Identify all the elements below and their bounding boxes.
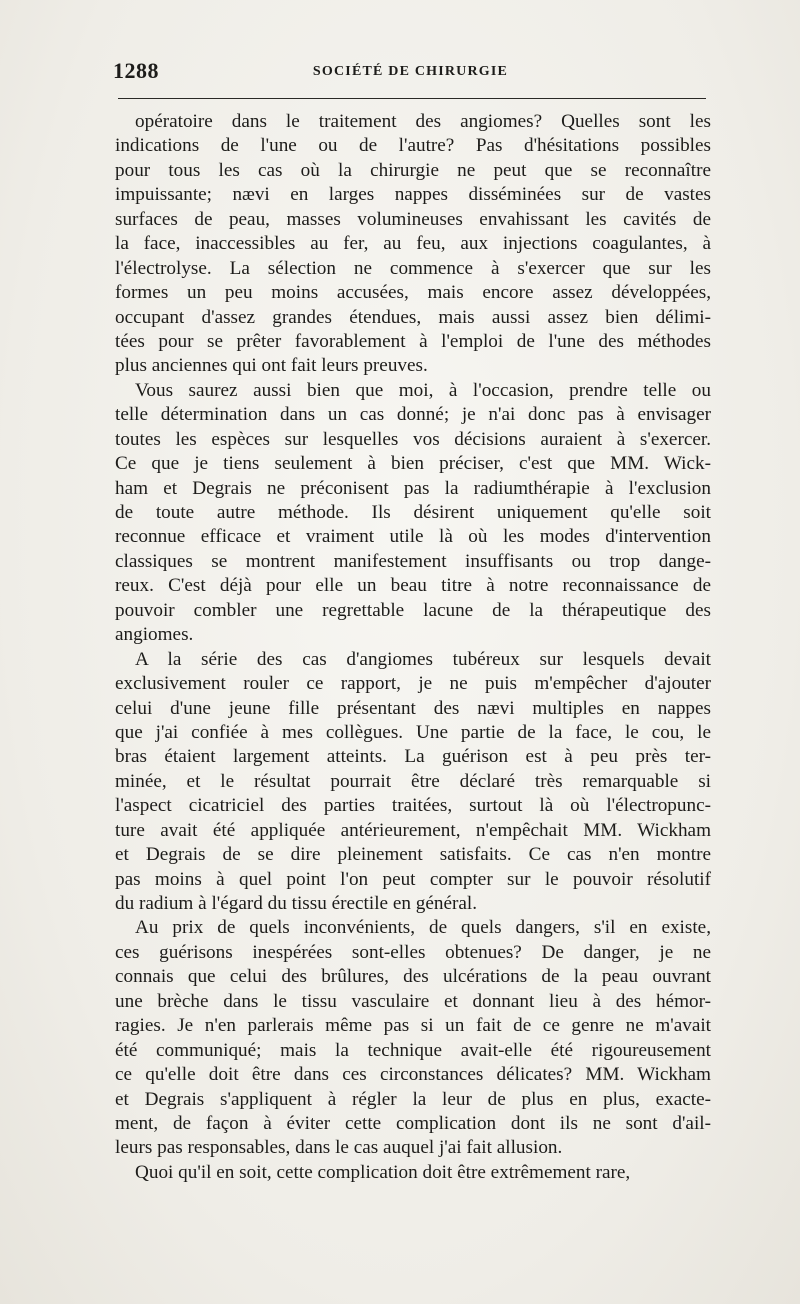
- text-line: pas moins à quel point l'on peut compter sur le pouvoir résolutif: [115, 868, 711, 890]
- text-line: tées pour se prêter favorablement à l'emploi de l'une des méthodes: [115, 330, 711, 352]
- text-line: reconnue efficace et vraiment utile là où les modes d'intervention: [115, 526, 711, 548]
- text-line: ragies. Je n'en parlerais même pas si un fait de ce genre ne m'avait: [115, 1015, 711, 1037]
- page-header: [113, 58, 708, 88]
- paragraph: [115, 379, 711, 648]
- text-line: Vous saurez aussi bien que moi, à l'occasion, prendre telle ou: [135, 379, 711, 401]
- text-line: occupant d'assez grandes étendues, mais aussi assez bien délimi-: [115, 306, 711, 328]
- text-line: A la série des cas d'angiomes tubéreux sur lesquels devait: [135, 648, 711, 670]
- text-line: impuissante; nævi en larges nappes disséminées sur de vastes: [115, 184, 711, 206]
- text-line: une brèche dans le tissu vasculaire et donnant lieu à des hémor-: [115, 990, 711, 1012]
- text-line: ture avait été appliquée antérieurement, n'empêchait MM. Wickham: [115, 819, 711, 841]
- text-line: l'électrolyse. La sélection ne commence à s'exercer que sur les: [115, 257, 711, 279]
- text-line: connais que celui des brûlures, des ulcérations de la peau ouvrant: [115, 966, 711, 988]
- header-rule: [118, 98, 706, 99]
- text-line: formes un peu moins accusées, mais encore assez développées,: [115, 282, 711, 304]
- text-line: ce qu'elle doit être dans ces circonstances délicates? MM. Wickham: [115, 1064, 711, 1086]
- text-line: exclusivement rouler ce rapport, je ne puis m'empêcher d'ajouter: [115, 673, 711, 695]
- text-line: leurs pas responsables, dans le cas auquel j'ai fait allusion.: [115, 1137, 563, 1159]
- text-line: classiques se montrent manifestement insuffisants ou trop dange-: [115, 550, 711, 572]
- text-line: angiomes.: [115, 624, 194, 646]
- text-line: reux. C'est déjà pour elle un beau titre à notre reconnaissance de: [115, 575, 711, 597]
- text-line: pour tous les cas où la chirurgie ne peut que se reconnaître: [115, 159, 711, 181]
- paragraph: [115, 1161, 711, 1185]
- text-line: opératoire dans le traitement des angiomes? Quelles sont les: [135, 111, 711, 132]
- text-line: du radium à l'égard du tissu érectile en général.: [115, 893, 478, 914]
- text-line: celui d'une jeune fille présentant des nævi multiples en nappes: [115, 697, 711, 719]
- text-line: ham et Degrais ne préconisent pas la radiumthérapie à l'exclusion: [115, 477, 711, 499]
- text-line: ces guérisons inespérées sont-elles obtenues? De danger, je ne: [115, 941, 711, 963]
- text-line: été communiqué; mais la technique avait-elle été rigoureusement: [115, 1039, 711, 1061]
- text-line: Au prix de quels inconvénients, de quels dangers, s'il en existe,: [135, 917, 711, 939]
- text-line: bras étaient largement atteints. La guérison est à peu près ter-: [115, 746, 711, 768]
- text-line: minée, et le résultat pourrait être déclaré très remarquable si: [115, 770, 711, 792]
- running-title: SOCIÉTÉ DE CHIRURGIE: [312, 64, 509, 79]
- paragraph: [115, 110, 711, 379]
- text-line: telle détermination dans un cas donné; je n'ai donc pas à envisager: [115, 404, 711, 426]
- text-line: Quoi qu'il en soit, cette complication doit être extrêmement rare,: [135, 1161, 631, 1183]
- text-line: pouvoir combler une regrettable lacune de la thérapeutique des: [115, 599, 711, 621]
- text-line: de toute autre méthode. Ils désirent uniquement qu'elle soit: [115, 502, 711, 523]
- text-line: et Degrais s'appliquent à régler la leur de plus en plus, exacte-: [115, 1088, 711, 1110]
- text-line: surfaces de peau, masses volumineuses envahissant les cavités de: [115, 208, 711, 230]
- text-line: la face, inaccessibles au fer, au feu, aux injections coagulantes, à: [115, 233, 711, 255]
- text-line: l'aspect cicatriciel des parties traitées, surtout là où l'électropunc-: [115, 795, 711, 817]
- text-line: et Degrais de se dire pleinement satisfaits. Ce cas n'en montre: [115, 844, 711, 866]
- text-line: ment, de façon à éviter cette complication dont ils ne sont d'ail-: [115, 1112, 711, 1134]
- paragraph: [115, 648, 711, 917]
- paragraph: [115, 916, 711, 1160]
- body-text: [115, 110, 711, 1185]
- text-line: plus anciennes qui ont fait leurs preuves.: [115, 355, 428, 377]
- text-line: toutes les espèces sur lesquelles vos décisions auraient à s'exercer.: [115, 428, 711, 450]
- text-line: indications de l'une ou de l'autre? Pas d'hésitations possibles: [115, 135, 711, 157]
- page-number: 1288: [113, 58, 159, 83]
- text-line: Ce que je tiens seulement à bien préciser, c'est que MM. Wick-: [115, 453, 711, 475]
- text-line: que j'ai confiée à mes collègues. Une partie de la face, le cou, le: [115, 721, 711, 743]
